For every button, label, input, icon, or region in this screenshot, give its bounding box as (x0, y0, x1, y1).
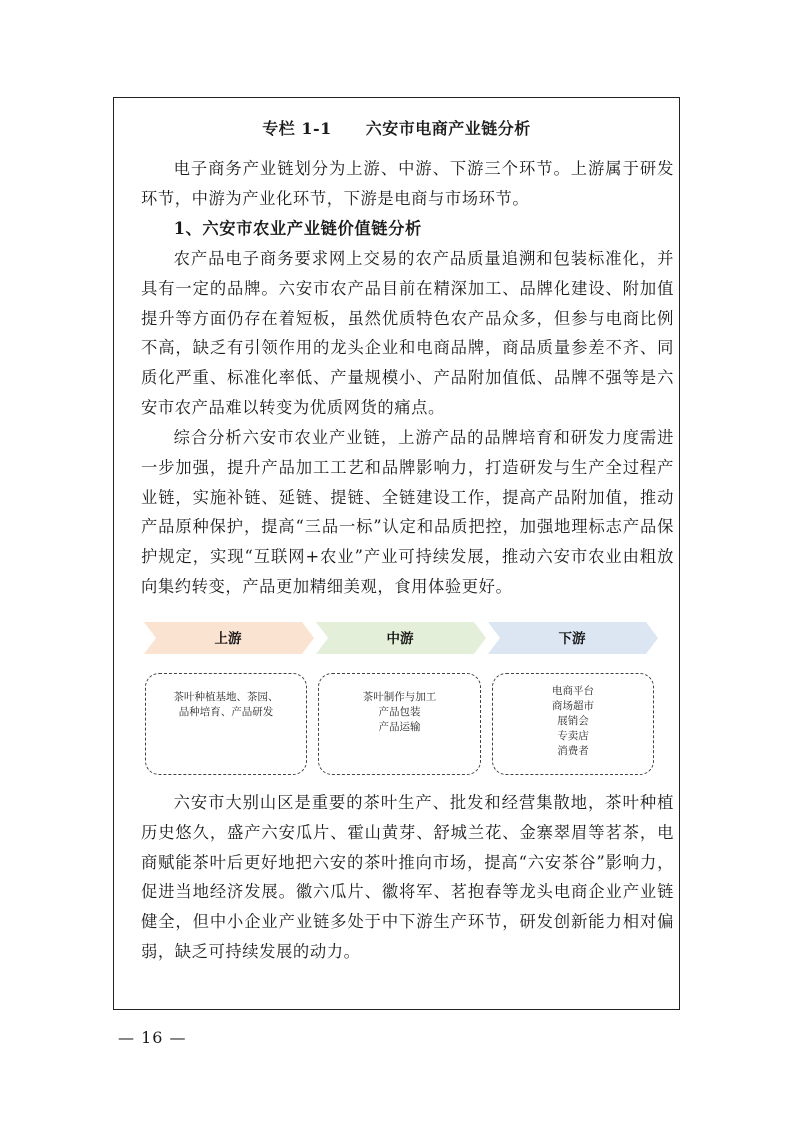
midstream-box (318, 673, 481, 775)
chain-arrows (142, 621, 672, 661)
midstream-label: 中游 (386, 631, 414, 647)
column-box (113, 97, 680, 1010)
column-title (114, 116, 679, 139)
page-number: — 16 — (118, 1028, 187, 1047)
midstream-item: 产品包装 (378, 706, 421, 718)
midstream-item: 产品运输 (378, 721, 421, 733)
downstream-item: 专卖店 (557, 730, 589, 742)
upstream-label: 上游 (214, 631, 242, 647)
downstream-item: 消费者 (557, 745, 589, 757)
column-label: 专栏 1-1 (262, 119, 332, 138)
column-title-text: 六安市电商产业链分析 (365, 119, 531, 138)
section-heading: 1、六安市农业产业链价值链分析 (173, 219, 422, 238)
paragraph-industry-analysis: 综合分析六安市农业产业链，上游产品的品牌培育和研发力度需进一步加强，提升产品加工工艺和品牌影响力，打造研发与生产全过程产业链，实施补链、延链、提链、全链建设工作，提高产品附加值，推动产品原种保护，提高“三品一标”认定和品质把控，加强地理标志产品保护规定，实现“互联网+农业”产业可持续发展，推动六安市农业由粗放向集约转变，产品更加精细美观，食用体验更好。 (141, 428, 674, 596)
midstream-item: 茶叶制作与加工 (362, 691, 437, 703)
industry-chain-diagram (142, 621, 672, 786)
downstream-box (492, 673, 654, 775)
upstream-box (145, 673, 307, 775)
upstream-item: 茶叶种植基地、茶园、 (173, 691, 279, 703)
intro-paragraph: 电子商务产业链划分为上游、中游、下游三个环节。上游属于研发环节，中游为产业化环节，下游是电商与市场环节。 (141, 159, 674, 208)
downstream-item: 电商平台 (552, 685, 594, 697)
paragraph-ecommerce-requirements: 农产品电子商务要求网上交易的农产品质量追溯和包装标准化，并具有一定的品牌。六安市农产品目前在精深加工、品牌化建设、附加值提升等方面仍存在着短板，虽然优质特色农产品众多，但参与电商比例不高，缺乏有引领作用的龙头企业和电商品牌，商品质量参差不齐、同质化严重、标准化率低、产量规模小、产品附加值低、品牌不强等是六安市农产品难以转变为优质网货的痛点。 (141, 249, 674, 417)
paragraph-tea-industry: 六安市大别山区是重要的茶叶生产、批发和经营集散地，茶叶种植历史悠久，盛产六安瓜片、霍山黄芽、舒城兰花、金寨翠眉等茗茶，电商赋能茶叶后更好地把六安的茶叶推向市场，提高“六安茶谷”影响力，促进当地经济发展。徽六瓜片、徽将军、茗抱春等龙头电商企业产业链健全，但中小企业产业链多处于中下游生产环节，研发创新能力相对偏弱，缺乏可持续发展的动力。 (141, 793, 674, 961)
downstream-item: 商场超市 (552, 700, 594, 712)
downstream-item: 展销会 (557, 715, 589, 727)
upstream-item: 品种培育、产品研发 (178, 706, 274, 718)
downstream-label: 下游 (558, 631, 586, 647)
